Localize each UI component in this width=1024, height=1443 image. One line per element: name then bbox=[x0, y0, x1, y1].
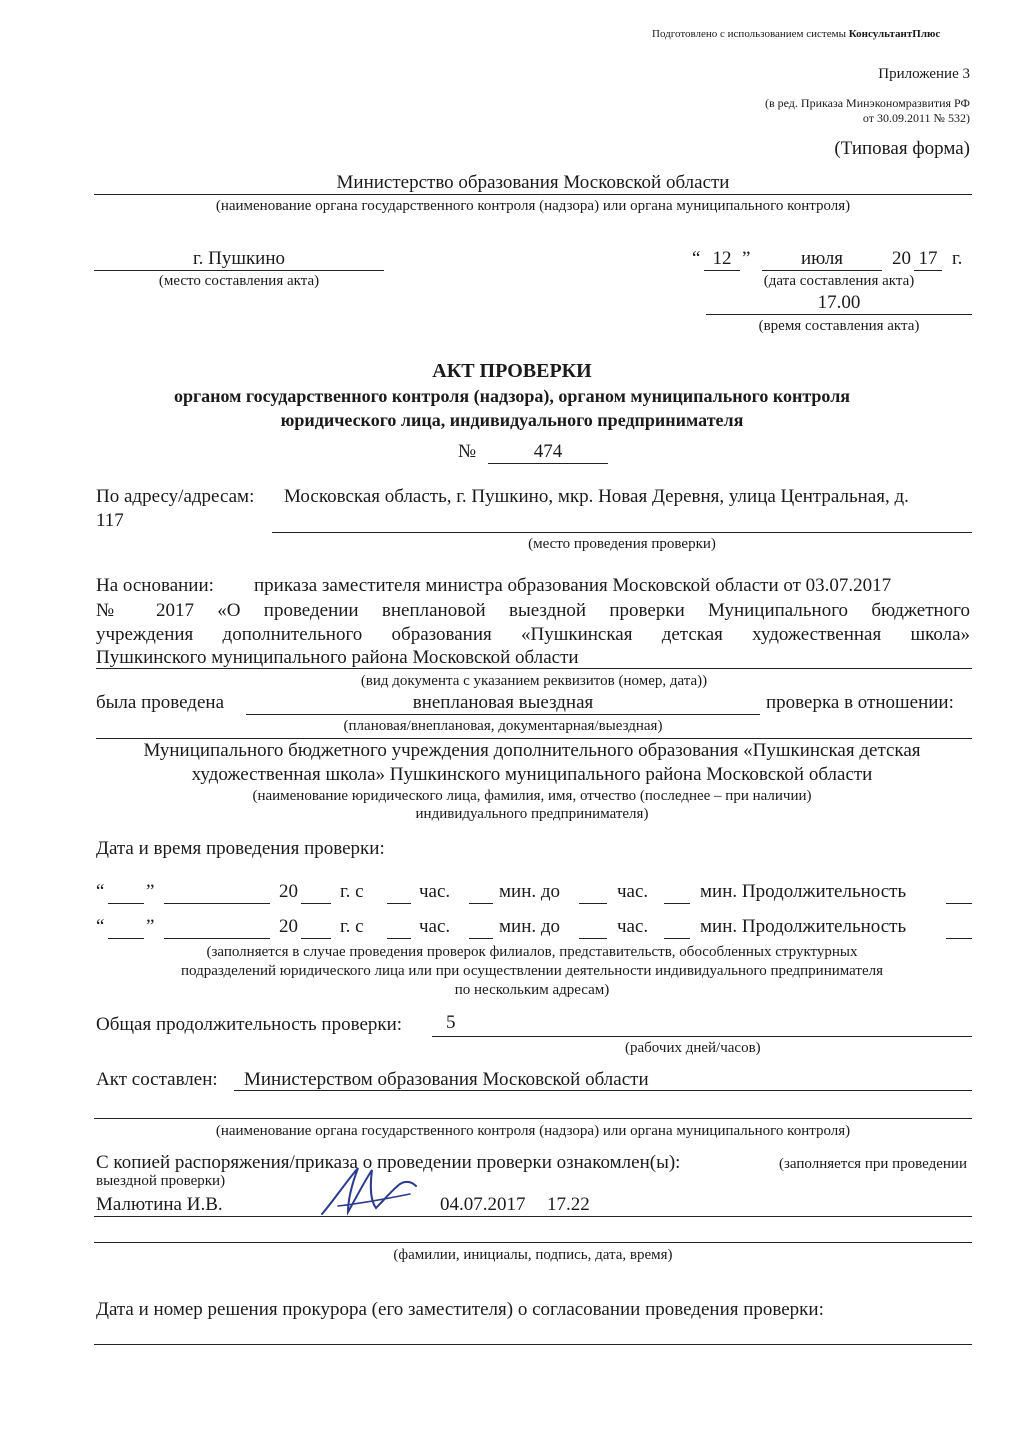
address-line-2: 117 bbox=[96, 510, 124, 531]
entity-caption-1: (наименование юридического лица, фамилия, имя, отчество (последнее – при наличии) bbox=[252, 788, 812, 804]
row2-hours: час. bbox=[419, 916, 451, 937]
composed-value: Министерством образования Московской области bbox=[244, 1069, 649, 1090]
row1-min2-line bbox=[664, 903, 690, 904]
revision-line-1: (в ред. Приказа Минэкономразвития РФ bbox=[764, 96, 970, 110]
row2-quote-close: ” bbox=[146, 916, 155, 937]
basis-label: На основании: bbox=[96, 575, 214, 596]
copy-caption: (фамилии, инициалы, подпись, дата, время) bbox=[393, 1247, 673, 1263]
place-value: г. Пушкино bbox=[192, 248, 286, 269]
row2-from: г. с bbox=[340, 916, 364, 937]
prosecutor-line bbox=[94, 1344, 972, 1345]
entity-line-1: Муниципального бюджетного учреждения дополнительного образования «Пушкинская детская bbox=[143, 740, 921, 761]
total-caption: (рабочих дней/часов) bbox=[625, 1040, 761, 1056]
entity-line-2: художественная школа» Пушкинского муниципального района Московской области bbox=[191, 764, 873, 785]
prepared-note: Подготовлено с использованием системы КонсультантПлюс bbox=[652, 28, 941, 40]
total-label: Общая продолжительность проверки: bbox=[96, 1014, 403, 1035]
row1-quote-close: ” bbox=[146, 881, 155, 902]
inspection-type: внеплановая выездная bbox=[412, 692, 594, 713]
row1-day-line bbox=[108, 903, 144, 904]
row2-duration: мин. Продолжительность bbox=[700, 916, 907, 937]
address-label: По адресу/адресам: bbox=[96, 486, 255, 507]
authority-line bbox=[94, 194, 972, 195]
composed-caption: (наименование органа государственного контроля (надзора) или органа муниципального контроля) bbox=[215, 1123, 851, 1139]
datetime-note-2: подразделений юридического лица или при осуществлении деятельности индивидуального предпринимателя bbox=[180, 963, 884, 979]
place-caption: (место составления акта) bbox=[158, 273, 320, 289]
row1-year-line bbox=[301, 903, 331, 904]
row2-month-line bbox=[164, 938, 270, 939]
datetime-note-3: по нескольким адресам) bbox=[454, 982, 610, 998]
date-close-quote: ” bbox=[742, 248, 751, 269]
date-month: июля bbox=[800, 248, 844, 269]
time-line bbox=[706, 314, 972, 315]
date-day: 12 bbox=[712, 248, 732, 269]
basis-rule bbox=[96, 668, 972, 669]
row2-quote-open: “ bbox=[96, 916, 105, 937]
place-line bbox=[94, 270, 384, 271]
time-caption: (время составления акта) bbox=[758, 318, 920, 334]
row1-from: г. с bbox=[340, 881, 364, 902]
basis-line-3: учреждения дополнительного образования «Пушкинская детская художественная школа» bbox=[96, 624, 970, 645]
row1-hours2: час. bbox=[617, 881, 649, 902]
copy-name: Малютина И.В. bbox=[96, 1194, 223, 1215]
date-year-prefix: 20 bbox=[892, 248, 911, 269]
composed-line-2 bbox=[94, 1118, 972, 1119]
date-open-quote: “ bbox=[692, 248, 701, 269]
copy-line-1 bbox=[94, 1216, 972, 1217]
composed-label: Акт составлен: bbox=[96, 1069, 218, 1090]
basis-caption: (вид документа с указанием реквизитов (номер, дата)) bbox=[360, 673, 708, 689]
signature-stroke bbox=[322, 1168, 416, 1214]
inspection-line bbox=[246, 714, 760, 715]
row2-year-line bbox=[301, 938, 331, 939]
basis-line-1: приказа заместителя министра образования Московской области от 03.07.2017 bbox=[254, 575, 892, 596]
date-month-line bbox=[762, 270, 882, 271]
copy-date: 04.07.2017 bbox=[440, 1194, 526, 1215]
date-day-line bbox=[704, 270, 740, 271]
form-type: (Типовая форма) bbox=[834, 138, 970, 159]
act-subtitle-2: юридического лица, индивидуального предпринимателя bbox=[280, 410, 744, 430]
row1-duration-line bbox=[946, 903, 972, 904]
date-caption: (дата составления акта) bbox=[763, 273, 915, 289]
row2-year: 20 bbox=[279, 916, 298, 937]
copy-line-2 bbox=[94, 1242, 972, 1243]
address-caption: (место проведения проверки) bbox=[528, 536, 716, 552]
number-line bbox=[488, 463, 608, 464]
row1-min-line bbox=[469, 903, 493, 904]
row1-year: 20 bbox=[279, 881, 298, 902]
row2-hours2: час. bbox=[617, 916, 649, 937]
entity-top-rule bbox=[96, 738, 972, 739]
act-title: АКТ ПРОВЕРКИ bbox=[432, 360, 592, 382]
inspection-suffix: проверка в отношении: bbox=[766, 692, 954, 713]
row1-hour2-line bbox=[579, 903, 607, 904]
row2-duration-line bbox=[946, 938, 972, 939]
date-year-suffix: 17 bbox=[918, 248, 938, 269]
time-value: 17.00 bbox=[817, 292, 861, 313]
prosecutor-label: Дата и номер решения прокурора (его заместителя) о согласовании проведения проверки: bbox=[96, 1299, 824, 1320]
row1-hour-line bbox=[387, 903, 411, 904]
authority-caption: (наименование органа государственного контроля (надзора) или органа муниципального контроля) bbox=[215, 198, 851, 214]
signature-image bbox=[318, 1160, 422, 1222]
inspection-label: была проведена bbox=[96, 692, 225, 713]
authority-name: Министерство образования Московской области bbox=[336, 172, 730, 193]
date-year-abbr: г. bbox=[952, 248, 963, 269]
row2-day-line bbox=[108, 938, 144, 939]
entity-caption-2: индивидуального предпринимателя) bbox=[415, 806, 649, 822]
composed-line bbox=[234, 1090, 972, 1091]
datetime-note-1: (заполняется в случае проведения проверок филиалов, представительств, обособленных структурных bbox=[206, 944, 858, 960]
act-subtitle-1: органом государственного контроля (надзора), органом муниципального контроля bbox=[173, 386, 851, 406]
row1-month-line bbox=[164, 903, 270, 904]
row2-hour2-line bbox=[579, 938, 607, 939]
revision-line-2: от 30.09.2011 № 532) bbox=[862, 111, 970, 125]
copy-note-b: выездной проверки) bbox=[96, 1173, 226, 1189]
row1-quote-open: “ bbox=[96, 881, 105, 902]
row1-duration: мин. Продолжительность bbox=[700, 881, 907, 902]
address-line-1: Московская область, г. Пушкино, мкр. Новая Деревня, улица Центральная, д. bbox=[284, 486, 909, 507]
number-sign: № bbox=[458, 441, 477, 462]
copy-label: С копией распоряжения/приказа о проведении проверки ознакомлен(ы): bbox=[96, 1152, 681, 1173]
address-rule bbox=[272, 532, 972, 533]
row2-min2-line bbox=[664, 938, 690, 939]
row1-hours: час. bbox=[419, 881, 451, 902]
act-number: 474 bbox=[533, 441, 563, 462]
total-value: 5 bbox=[446, 1012, 456, 1033]
row2-minutes: мин. до bbox=[499, 916, 561, 937]
date-year-line bbox=[914, 270, 942, 271]
copy-note-a: (заполняется при проведении bbox=[779, 1156, 967, 1172]
row1-minutes: мин. до bbox=[499, 881, 561, 902]
copy-time: 17.22 bbox=[547, 1194, 590, 1215]
row2-hour-line bbox=[387, 938, 411, 939]
basis-line-4: Пушкинского муниципального района Московской области bbox=[96, 647, 579, 668]
inspection-caption: (плановая/внеплановая, документарная/выездная) bbox=[343, 718, 663, 734]
basis-line-2: № 2017 «О проведении внеплановой выездной проверки Муниципального бюджетного bbox=[96, 600, 970, 621]
datetime-label: Дата и время проведения проверки: bbox=[96, 838, 385, 859]
row2-min-line bbox=[469, 938, 493, 939]
appendix-label: Приложение 3 bbox=[878, 66, 970, 82]
total-line bbox=[432, 1036, 972, 1037]
